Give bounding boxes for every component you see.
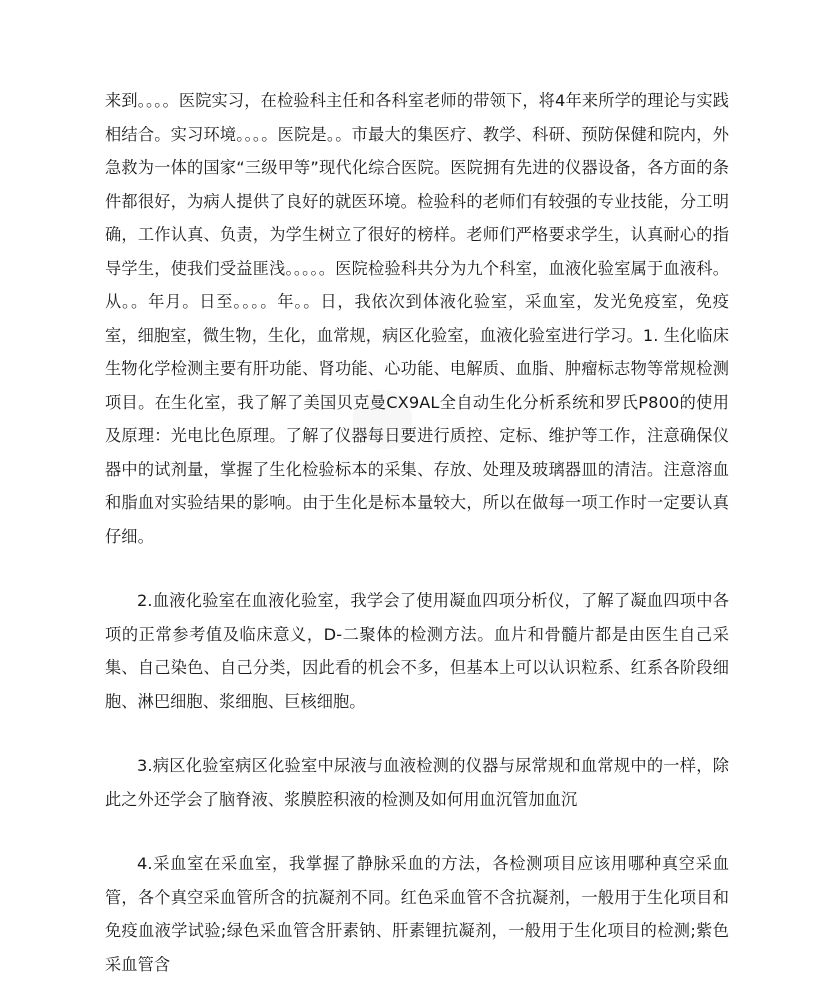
- paragraph-1: 来到。。。。医院实习，在检验科主任和各科室老师的带领下，将4年来所学的理论与实践相结合。实习环境。。。。医院是。。市最大的集医疗、教学、科研、预防保健和院内，外急救为一体的国家“三级甲等”现代化综合医院。医院拥有先进的仪器设备，各方面的条件都很好，为病人提供了良好的就医环境。检验科的老师们有较强的专业技能，分工明确，工作认真、负责，为学生树立了很好的榜样。老师们严格要求学生，认真耐心的指导学生，使我们受益匪浅。。。。。医院检验科共分为九个科室，血液化验室属于血液科。从。。年月。日至。。。。年。。日，我依次到体液化验室，采血室，发光免疫室，免疫室，细胞室，微生物，生化，血常规，病区化验室，血液化验室进行学习。1. 生化临床生物化学检测主要有肝功能、肾功能、心功能、电解质、血脂、肿瘤标志物等常规检测项目。在生化室，我了解了美国贝克曼CX9AL全自动生化分析系统和罗氏P800的使用及原理：光电比色原理。了解了仪器每日要进行质控、定标、维护等工作，注意确保仪器中的试剂量，掌握了生化检验标本的采集、存放、处理及玻璃器皿的清洁。注意溶血和脂血对实验结果的影响。由于生化是标本量较大，所以在做每一项工作时一定要认真仔细。: [105, 91, 729, 546]
- paragraph-gap: [105, 816, 729, 847]
- watermark: ●: [325, 358, 433, 472]
- document-body: [105, 84, 729, 981]
- paragraph-gap: [105, 553, 729, 584]
- paragraph-3: 3.病区化验室病区化验室中尿液与血液检测的仪器与尿常规和血常规中的一样，除此之外还学会了脑脊液、浆膜腔积液的检测及如何用血沉管加血沉: [105, 756, 729, 809]
- paragraph-gap: [105, 718, 729, 749]
- paragraph-2: 2.血液化验室在血液化验室，我学会了使用凝血四项分析仪，了解了凝血四项中各项的正常参考值及临床意义，D-二聚体的检测方法。血片和骨髓片都是由医生自己采集、自己染色、自己分类，因此看的机会不多，但基本上可以认识粒系、红系各阶段细胞、淋巴细胞、浆细胞、巨核细胞。: [105, 591, 729, 711]
- paragraph-4: 4.采血室在采血室，我掌握了静脉采血的方法，各检测项目应该用哪种真空采血管，各个真空采血管所含的抗凝剂不同。红色采血管不含抗凝剂，一般用于生化项目和免疫血液学试验;绿色采血管含肝素钠、肝素锂抗凝剂，一般用于生化项目的检测;紫色采血管含: [105, 854, 729, 974]
